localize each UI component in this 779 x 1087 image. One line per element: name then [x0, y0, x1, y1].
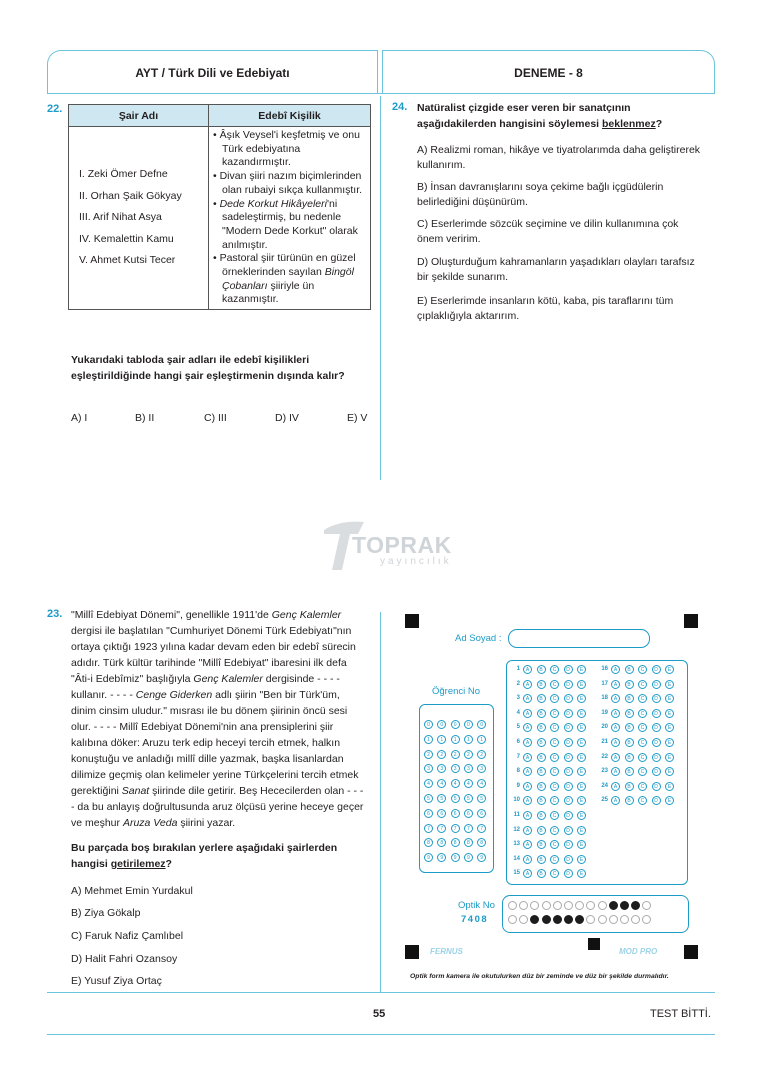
form-note: Optik form kamera ile okutulurken düz bir zeminde ve düz bir şekilde durmalıdır. — [410, 973, 669, 980]
answer-bubble[interactable]: A — [611, 782, 620, 791]
student-number-bubble[interactable]: 7 — [437, 824, 446, 833]
answer-bubble[interactable]: A — [523, 694, 532, 703]
optik-bubble[interactable] — [620, 915, 629, 924]
student-number-bubble[interactable]: 9 — [477, 853, 486, 862]
answer-row-number: 10 — [513, 797, 520, 804]
student-number-bubble[interactable]: 1 — [477, 735, 486, 744]
answer-bubble[interactable]: E — [665, 767, 674, 776]
answer-row-number: 14 — [513, 855, 520, 862]
answer-bubble[interactable]: C — [638, 782, 647, 791]
optik-bubble[interactable] — [542, 915, 551, 924]
answer-row-number: 2 — [516, 680, 520, 687]
answer-bubble[interactable]: D — [652, 680, 661, 689]
q24-number: 24. — [392, 101, 408, 113]
answer-bubble[interactable]: A — [523, 796, 532, 805]
answer-bubble[interactable]: B — [625, 709, 634, 718]
answer-bubble[interactable]: B — [537, 811, 546, 820]
answer-bubble[interactable]: C — [550, 680, 559, 689]
answer-bubble[interactable]: B — [625, 723, 634, 732]
column-divider-top — [380, 96, 381, 480]
student-number-grid[interactable] — [419, 704, 494, 873]
optik-bubble[interactable] — [508, 915, 517, 924]
header-rule — [47, 93, 715, 94]
answer-bubble[interactable]: A — [611, 665, 620, 674]
answer-bubble[interactable]: E — [577, 665, 586, 674]
optik-bubble[interactable] — [553, 901, 562, 910]
answer-row-number: 16 — [601, 666, 608, 672]
test-header: DENEME - 8 — [382, 50, 715, 94]
answer-bubble[interactable]: D — [564, 767, 573, 776]
student-number-bubble[interactable]: 4 — [424, 779, 433, 788]
answer-bubble[interactable]: C — [638, 767, 647, 776]
q24-option-a[interactable]: A) Realizmi roman, hikâye ve tiyatrolarımda daha geliştirerek kullanırım. — [417, 144, 701, 171]
q23-option-a[interactable]: A) Mehmet Emin Yurdakul — [71, 885, 193, 897]
answer-bubble[interactable]: A — [611, 738, 620, 747]
answer-bubble[interactable]: A — [523, 855, 532, 864]
answer-bubble[interactable]: A — [523, 723, 532, 732]
student-number-bubble[interactable]: 5 — [424, 794, 433, 803]
name-field[interactable] — [508, 629, 650, 648]
answer-row-number: 12 — [513, 826, 520, 833]
answer-bubble[interactable]: C — [550, 753, 559, 762]
student-number-bubble[interactable]: 7 — [477, 824, 486, 833]
student-number-bubble[interactable]: 9 — [437, 853, 446, 862]
answer-bubble[interactable]: D — [652, 796, 661, 805]
answer-bubble[interactable]: A — [523, 753, 532, 762]
answer-bubble[interactable]: A — [523, 738, 532, 747]
test-end-label: TEST BİTTİ. — [650, 1008, 711, 1020]
answer-bubble[interactable]: B — [625, 796, 634, 805]
student-number-bubble[interactable]: 4 — [464, 779, 473, 788]
form-timing-mark — [588, 938, 600, 950]
q22-option-e[interactable]: E) V — [347, 412, 368, 424]
student-number-bubble[interactable]: 5 — [451, 794, 460, 803]
answer-bubble[interactable]: C — [550, 738, 559, 747]
answer-bubble[interactable]: A — [523, 869, 532, 878]
student-number-bubble[interactable]: 2 — [451, 750, 460, 759]
answer-row-number: 4 — [516, 709, 520, 716]
q23-option-b[interactable]: B) Ziya Gökalp — [71, 907, 141, 919]
trait-1: • Âşık Veysel'i keşfetmiş ve onu Türk edebiyatına kazandırmıştır. — [213, 129, 360, 169]
answer-bubble[interactable]: E — [665, 680, 674, 689]
student-number-bubble[interactable]: 5 — [464, 794, 473, 803]
footer-rule-top — [47, 992, 715, 993]
table-header-trait: Edebî Kişilik — [209, 105, 371, 127]
answer-bubble[interactable]: B — [625, 738, 634, 747]
student-number-bubble[interactable]: 0 — [464, 720, 473, 729]
student-number-bubble[interactable]: 1 — [464, 735, 473, 744]
optik-bubble[interactable] — [609, 901, 618, 910]
student-number-bubble[interactable]: 6 — [424, 809, 433, 818]
logo-name: TOPRAK — [352, 532, 452, 558]
publisher-logo — [318, 514, 452, 578]
optik-bubble[interactable] — [609, 915, 618, 924]
student-number-bubble[interactable]: 6 — [437, 809, 446, 818]
answer-bubble[interactable]: C — [550, 826, 559, 835]
student-number-bubble[interactable]: 3 — [477, 764, 486, 773]
optik-bubble[interactable] — [553, 915, 562, 924]
student-number-bubble[interactable]: 6 — [477, 809, 486, 818]
student-number-bubble[interactable]: 2 — [464, 750, 473, 759]
q24-option-c[interactable]: C) Eserlerimde sözcük seçimine ve dilin kullanımına çok önem veririm. — [417, 218, 679, 245]
answer-bubble[interactable]: C — [550, 869, 559, 878]
optik-value: 7408 — [461, 914, 489, 925]
form-corner-mark — [405, 945, 419, 959]
optik-bubble[interactable] — [564, 915, 573, 924]
student-number-bubble[interactable]: 9 — [424, 853, 433, 862]
answer-bubble[interactable]: B — [537, 826, 546, 835]
answer-bubble[interactable]: C — [550, 694, 559, 703]
page-number: 55 — [373, 1008, 386, 1020]
answer-bubble[interactable]: E — [577, 767, 586, 776]
optik-bubble[interactable] — [564, 901, 573, 910]
answer-bubble[interactable]: A — [611, 753, 620, 762]
answer-bubble[interactable]: E — [665, 709, 674, 718]
answer-bubble[interactable]: A — [523, 840, 532, 849]
answer-bubble[interactable]: D — [652, 753, 661, 762]
q23-number: 23. — [47, 608, 63, 620]
answer-bubble[interactable]: D — [564, 665, 573, 674]
q22-stem: Yukarıdaki tabloda şair adları ile edebî kişilikleri eşleştirildiğinde hangi şair eşleştirmenin dışında kalır? — [71, 354, 345, 382]
answer-bubble[interactable]: E — [577, 796, 586, 805]
answer-bubble[interactable]: C — [550, 855, 559, 864]
answer-row-number: 18 — [601, 695, 608, 702]
trait-2: • Divan şiiri nazım biçimlerinden olan rubaiyi sıkça kullanmıştır. — [213, 170, 363, 196]
student-number-bubble[interactable]: 1 — [437, 735, 446, 744]
q22-option-a[interactable]: A) I — [71, 412, 88, 424]
answer-bubble[interactable]: D — [564, 840, 573, 849]
answer-bubble[interactable]: B — [537, 738, 546, 747]
answer-bubble[interactable]: E — [577, 753, 586, 762]
student-number-bubble[interactable]: 0 — [424, 720, 433, 729]
student-number-bubble[interactable]: 9 — [464, 853, 473, 862]
answer-bubble[interactable]: A — [611, 709, 620, 718]
answer-bubble[interactable]: D — [564, 869, 573, 878]
trait-4: • Pastoral şiir türünün en güzel örneklerinden sayılan Bingöl Çobanları şiiriyle ün kazanmıştır. — [213, 252, 356, 306]
answer-bubble[interactable]: D — [564, 694, 573, 703]
form-corner-mark — [684, 945, 698, 959]
student-number-bubble[interactable]: 5 — [437, 794, 446, 803]
answer-row-number: 5 — [516, 724, 520, 731]
student-number-bubble[interactable]: 8 — [477, 838, 486, 847]
answer-bubble[interactable]: D — [564, 709, 573, 718]
student-number-bubble[interactable]: 7 — [464, 824, 473, 833]
student-number-bubble[interactable]: 6 — [464, 809, 473, 818]
student-number-bubble[interactable]: 4 — [477, 779, 486, 788]
student-number-bubble[interactable]: 8 — [451, 838, 460, 847]
answer-bubble[interactable]: A — [523, 826, 532, 835]
optik-label: Optik No — [458, 900, 495, 911]
answer-bubble[interactable]: D — [652, 723, 661, 732]
student-number-bubble[interactable]: 8 — [464, 838, 473, 847]
answer-bubble[interactable]: C — [638, 753, 647, 762]
answer-bubble[interactable]: E — [577, 709, 586, 718]
student-number-bubble[interactable]: 0 — [437, 720, 446, 729]
answer-bubble[interactable]: E — [577, 811, 586, 820]
answer-bubble[interactable]: B — [625, 680, 634, 689]
poet-3: III. Arif Nihat Asya — [79, 211, 162, 224]
answer-row-number: 21 — [601, 739, 608, 745]
student-number-bubble[interactable]: 4 — [451, 779, 460, 788]
student-number-bubble[interactable]: 3 — [437, 764, 446, 773]
student-number-bubble[interactable]: 3 — [451, 764, 460, 773]
student-number-bubble[interactable]: 2 — [424, 750, 433, 759]
student-number-bubble[interactable]: 0 — [451, 720, 460, 729]
optik-bubble[interactable] — [542, 901, 551, 910]
optik-number-box — [502, 895, 689, 933]
answer-bubble[interactable]: A — [523, 811, 532, 820]
answer-row-number: 17 — [601, 680, 608, 687]
answer-bubble[interactable]: D — [652, 665, 661, 674]
optik-bubble[interactable] — [620, 901, 629, 910]
student-number-bubble[interactable]: 5 — [477, 794, 486, 803]
student-number-bubble[interactable]: 2 — [437, 750, 446, 759]
answer-row-number: 7 — [516, 753, 520, 760]
answer-bubble[interactable]: D — [564, 723, 573, 732]
poet-list — [69, 127, 209, 310]
answer-bubble[interactable]: C — [550, 723, 559, 732]
answer-bubble[interactable]: B — [537, 665, 546, 674]
answer-bubble[interactable]: E — [577, 826, 586, 835]
table-header-poet: Şair Adı — [69, 105, 209, 127]
answer-bubble[interactable]: D — [564, 680, 573, 689]
answer-bubble[interactable]: C — [638, 738, 647, 747]
answer-bubble[interactable]: C — [550, 782, 559, 791]
footer-rule-bottom — [47, 1034, 715, 1035]
answer-bubble[interactable]: B — [537, 796, 546, 805]
column-divider-bottom — [380, 612, 381, 992]
answer-bubble[interactable]: D — [652, 709, 661, 718]
student-number-bubble[interactable]: 0 — [477, 720, 486, 729]
q24-option-b[interactable]: B) İnsan davranışlarını soya çekime bağlı içgüdülerin belirlediğini düşünürüm. — [417, 181, 664, 208]
answer-bubble[interactable]: E — [665, 753, 674, 762]
answer-row-number: 1 — [516, 666, 520, 672]
student-number-bubble[interactable]: 9 — [451, 853, 460, 862]
student-number-bubble[interactable]: 4 — [437, 779, 446, 788]
answer-bubble[interactable]: E — [665, 665, 674, 674]
q23-stem: Bu parçada boş bırakılan yerlere aşağıdaki şairlerden hangisi getirilemez? — [71, 842, 338, 870]
optik-bubble[interactable] — [598, 915, 607, 924]
student-number-bubble[interactable]: 1 — [424, 735, 433, 744]
answer-bubble[interactable]: A — [523, 709, 532, 718]
answer-bubble[interactable]: B — [625, 782, 634, 791]
answer-bubble[interactable]: C — [550, 767, 559, 776]
poet-1: I. Zeki Ömer Defne — [79, 168, 168, 181]
answer-row-number: 22 — [601, 753, 608, 760]
answer-bubble[interactable]: D — [652, 782, 661, 791]
student-number-bubble[interactable]: 8 — [437, 838, 446, 847]
optik-bubble[interactable] — [598, 901, 607, 910]
optik-bubble[interactable] — [508, 901, 517, 910]
answer-bubble[interactable]: C — [550, 665, 559, 674]
answer-bubble[interactable]: D — [564, 811, 573, 820]
q22-option-d[interactable]: D) IV — [275, 412, 299, 424]
answer-bubble[interactable]: B — [625, 753, 634, 762]
answer-bubble[interactable]: B — [625, 767, 634, 776]
answer-bubble[interactable]: C — [638, 665, 647, 674]
answer-bubble[interactable]: B — [537, 840, 546, 849]
answer-row-number: 25 — [601, 797, 608, 804]
answer-bubble[interactable]: A — [611, 796, 620, 805]
answer-row-number: 3 — [516, 695, 520, 702]
answer-bubble[interactable]: B — [537, 680, 546, 689]
answer-bubble[interactable]: E — [665, 796, 674, 805]
student-number-bubble[interactable]: 3 — [424, 764, 433, 773]
answer-row-number: 15 — [513, 870, 520, 877]
answer-bubble[interactable]: E — [577, 782, 586, 791]
q24-option-d[interactable]: D) Oluşturduğum kahramanların yaşadıkları olayları tarafsız bir şekilde sunarım. — [417, 256, 695, 283]
answer-bubble[interactable]: C — [550, 840, 559, 849]
q24-option-e[interactable]: E) Eserlerimde insanların kötü, kaba, pis taraflarını tüm çıplaklığıyla aktarırım. — [417, 295, 674, 322]
answer-bubble[interactable]: C — [638, 723, 647, 732]
answer-bubble[interactable]: B — [537, 855, 546, 864]
student-number-bubble[interactable]: 8 — [424, 838, 433, 847]
student-number-bubble[interactable]: 7 — [451, 824, 460, 833]
student-number-bubble[interactable]: 1 — [451, 735, 460, 744]
answer-bubble[interactable]: D — [564, 738, 573, 747]
answer-bubble[interactable]: E — [577, 738, 586, 747]
answer-bubble[interactable]: C — [638, 694, 647, 703]
answer-bubble[interactable]: B — [537, 767, 546, 776]
answer-bubble[interactable]: D — [564, 826, 573, 835]
answer-bubble[interactable]: D — [652, 694, 661, 703]
answer-bubble[interactable]: D — [564, 855, 573, 864]
answer-bubble[interactable]: E — [665, 782, 674, 791]
student-number-label: Öğrenci No — [432, 686, 481, 697]
answer-bubble[interactable]: B — [537, 709, 546, 718]
answer-bubble[interactable]: D — [564, 782, 573, 791]
q24-stem: Natüralist çizgide eser veren bir sanatçının aşağıdakilerden hangisini söylemesi beklenmez? — [417, 102, 663, 130]
answer-bubble[interactable]: E — [577, 723, 586, 732]
form-corner-mark — [405, 614, 419, 628]
answer-row-number: 23 — [601, 768, 608, 775]
logo-subtitle: yayıncılık — [380, 556, 452, 567]
q23-option-e[interactable]: E) Yusuf Ziya Ortaç — [71, 975, 162, 987]
answer-bubble[interactable]: A — [611, 680, 620, 689]
q22-table — [68, 104, 371, 310]
student-number-bubble[interactable]: 6 — [451, 809, 460, 818]
answer-bubble[interactable]: A — [611, 723, 620, 732]
answer-bubble[interactable]: A — [523, 767, 532, 776]
answer-bubble[interactable]: C — [638, 680, 647, 689]
answer-bubble[interactable]: E — [577, 855, 586, 864]
answer-row-number: 6 — [516, 739, 520, 745]
answer-bubble[interactable]: D — [652, 767, 661, 776]
q23-option-c[interactable]: C) Faruk Nafiz Çamlıbel — [71, 930, 184, 942]
answer-bubble[interactable]: C — [638, 796, 647, 805]
answer-bubble[interactable]: E — [577, 680, 586, 689]
student-number-bubble[interactable]: 7 — [424, 824, 433, 833]
answer-row-number: 20 — [601, 724, 608, 731]
answer-row-number: 13 — [513, 841, 520, 848]
answer-bubble[interactable]: B — [537, 782, 546, 791]
answer-bubble[interactable]: A — [523, 782, 532, 791]
trait-list — [209, 127, 371, 310]
name-label: Ad Soyad : — [455, 633, 502, 644]
answer-row-number: 8 — [516, 768, 520, 775]
answer-row-number: 9 — [516, 782, 520, 789]
answer-bubble[interactable]: B — [625, 665, 634, 674]
answer-bubble[interactable]: B — [537, 869, 546, 878]
answer-bubble[interactable]: C — [550, 811, 559, 820]
brand-modpro: MOD PRO — [619, 947, 658, 956]
answer-bubble[interactable]: C — [638, 709, 647, 718]
q22-number: 22. — [47, 103, 63, 115]
q23-passage: "Millî Edebiyat Dönemi", genellikle 1911'de Genç Kalemler dergisi ile başlatılan "Cumhuriyet Dönemi Türk Edebiyatı"nın ortaya çıktığı 1923 yılına kadar devam eden bir edebî sürecin adıdır. Türk kültür tarihinde "Millî Edebiyat" ibaresini ilk defa "Âti-i Edebîmiz" başlığıyla Genç Kalemler dergisinde - - - - kullanır. - - - - Cenge Giderken adlı şiirin "Ben bir Türk'üm, dinim cinsim uludur." mısrası ile bu dönem şiirinin öncü sesi olur. - - - - Millî Edebiyat Dönemi'nin ana prensiplerini şiir kalıbına döker: Aruzu terk edip heceyi tercih etmek, halkın konuştuğu ve anladığı millî dille yazmak, başka lisanlardan dilimize geçmiş olan kelimeler yerine Türkçelerini tercih etmek gerektiğini Sanat şiirinde dile getirir. Beş Hececilerden olan - - - - da bu anlayış doğrultusunda aruz ölçüsü yerine heceye geçer ve meşhur Aruza Veda şiirini yazar. — [71, 609, 364, 829]
answer-bubble[interactable]: E — [665, 738, 674, 747]
answer-bubble[interactable]: E — [577, 869, 586, 878]
q22-option-c[interactable]: C) III — [204, 412, 227, 424]
poet-2: II. Orhan Şaik Gökyay — [79, 189, 182, 202]
answer-row-number: 24 — [601, 782, 608, 789]
answer-row-number: 11 — [513, 812, 520, 818]
student-number-bubble[interactable]: 3 — [464, 764, 473, 773]
answer-bubble[interactable]: E — [665, 723, 674, 732]
answer-bubble[interactable]: D — [564, 796, 573, 805]
answer-bubble[interactable]: A — [611, 767, 620, 776]
student-number-bubble[interactable]: 2 — [477, 750, 486, 759]
q22-option-b[interactable]: B) II — [135, 412, 155, 424]
trait-3: • Dede Korkut Hikâyeleri'ni sadeleştirmiş, bu nedenle "Modern Dede Korkut" olarak anılmıştır. — [213, 197, 358, 251]
poet-5: V. Ahmet Kutsi Tecer — [79, 254, 176, 267]
answer-bubble[interactable]: A — [523, 665, 532, 674]
answer-bubble[interactable]: B — [537, 694, 546, 703]
answer-bubble[interactable]: D — [652, 738, 661, 747]
answer-bubble[interactable]: E — [577, 840, 586, 849]
answer-bubble[interactable]: C — [550, 796, 559, 805]
answer-bubble[interactable]: D — [564, 753, 573, 762]
answer-bubble[interactable]: A — [523, 680, 532, 689]
brand-fernus: FERNUS — [430, 947, 463, 956]
q23-option-d[interactable]: D) Halit Fahri Ozansoy — [71, 953, 178, 965]
answer-bubble[interactable]: B — [537, 753, 546, 762]
subject-header: AYT / Türk Dili ve Edebiyatı — [47, 50, 378, 94]
answer-row-number: 19 — [601, 709, 608, 716]
form-corner-mark — [684, 614, 698, 628]
answer-bubble[interactable]: A — [611, 694, 620, 703]
answer-bubble[interactable]: B — [625, 694, 634, 703]
answer-bubble[interactable]: E — [665, 694, 674, 703]
answer-bubble[interactable]: B — [537, 723, 546, 732]
answer-bubble[interactable]: C — [550, 709, 559, 718]
answer-bubble[interactable]: E — [577, 694, 586, 703]
optik-colon: : — [501, 907, 504, 918]
poet-4: IV. Kemalettin Kamu — [79, 232, 174, 245]
